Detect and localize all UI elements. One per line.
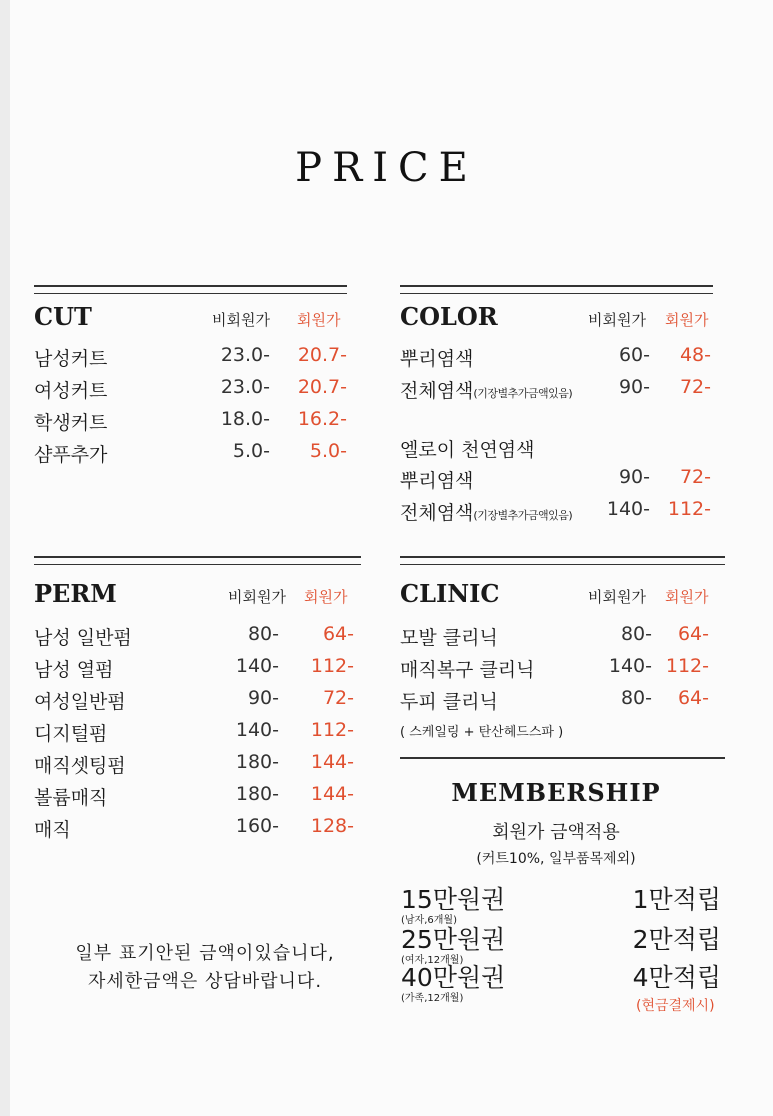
- tier-points: 2만적립: [632, 925, 721, 954]
- member-header: 회원가: [304, 588, 348, 606]
- item-name: 학생커트: [34, 412, 108, 434]
- price-row: [34, 376, 347, 408]
- page-title: PRICE: [295, 145, 478, 191]
- section-title: PERM: [34, 579, 117, 608]
- item-name: 여성일반펌: [34, 691, 126, 713]
- section-rule: [34, 285, 347, 294]
- member-price: 112-: [665, 655, 709, 677]
- member-price: 112-: [667, 498, 711, 520]
- price-row: [34, 440, 347, 472]
- item-name: 매직셋팅펌: [34, 755, 126, 777]
- non-member-price: 180-: [235, 751, 279, 773]
- non-member-price: 23.0-: [220, 376, 270, 398]
- tier-name: 40만원권: [401, 963, 506, 992]
- member-price: 64-: [677, 623, 709, 645]
- cut-section: [34, 285, 347, 472]
- tier-name: 25만원권: [401, 925, 506, 954]
- tier-detail: (가족,12개월): [401, 993, 464, 1004]
- price-row: [400, 687, 725, 719]
- non-member-price: 80-: [620, 687, 652, 709]
- member-price: 72-: [679, 376, 711, 398]
- non-member-header: 비회원가: [228, 588, 286, 606]
- non-member-price: 80-: [247, 623, 279, 645]
- section-rule: [34, 556, 361, 565]
- member-price: 5.0-: [309, 440, 347, 462]
- member-price: 112-: [310, 719, 354, 741]
- item-name: 전체염색(기장별추가금액있음): [400, 380, 573, 402]
- member-price: 112-: [310, 655, 354, 677]
- non-member-price: 140-: [606, 498, 650, 520]
- sub-section-title: 엘로이 천연염색: [400, 439, 535, 461]
- item-name: 남성 열펌: [34, 659, 114, 681]
- member-price: 64-: [677, 687, 709, 709]
- price-row: [34, 623, 361, 655]
- price-row: [400, 344, 713, 376]
- item-name: 남성 일반펌: [34, 627, 132, 649]
- price-row: [34, 719, 361, 751]
- non-member-price: 140-: [608, 655, 652, 677]
- member-price: 128-: [310, 815, 354, 837]
- price-row: [34, 687, 361, 719]
- price-row: [34, 655, 361, 687]
- section-header: [34, 579, 361, 615]
- member-price: 144-: [310, 751, 354, 773]
- member-price: 20.7-: [297, 376, 347, 398]
- item-name: 여성커트: [34, 380, 108, 402]
- price-row: [400, 466, 713, 498]
- tier-name: 15만원권: [401, 885, 506, 914]
- price-row: [34, 783, 361, 815]
- price-row: [400, 655, 725, 687]
- footer-note-line: 일부 표기안된 금액이있습니다,: [75, 943, 335, 964]
- tier-detail: (남자,6개월): [401, 915, 457, 926]
- color-section: [400, 285, 713, 530]
- section-header: [400, 302, 713, 338]
- perm-section: [34, 556, 361, 847]
- membership-rule: [400, 757, 725, 759]
- member-price: 16.2-: [297, 408, 347, 430]
- tier-points: 1만적립: [632, 885, 721, 914]
- item-name: 샴푸추가: [34, 444, 108, 466]
- non-member-price: 18.0-: [220, 408, 270, 430]
- non-member-header: 비회원가: [588, 311, 646, 329]
- membership-condition: (커트10%, 일부품목제외): [476, 851, 636, 867]
- clinic-note: ( 스케일링 + 탄산헤드스파 ): [400, 725, 564, 740]
- footer-note: [30, 940, 380, 996]
- item-name: 두피 클리닉: [400, 691, 498, 713]
- member-price: 20.7-: [297, 344, 347, 366]
- member-price: 64-: [322, 623, 354, 645]
- non-member-price: 60-: [618, 344, 650, 366]
- price-row: [400, 498, 713, 530]
- item-name: 매직복구 클리닉: [400, 659, 535, 681]
- item-name: 볼륨매직: [34, 787, 108, 809]
- non-member-price: 180-: [235, 783, 279, 805]
- member-header: 회원가: [665, 311, 709, 329]
- non-member-price: 160-: [235, 815, 279, 837]
- price-row: [34, 408, 347, 440]
- non-member-price: 80-: [620, 623, 652, 645]
- item-name: 모발 클리닉: [400, 627, 498, 649]
- clinic-section: [400, 556, 725, 740]
- non-member-price: 140-: [235, 655, 279, 677]
- section-rule: [400, 285, 713, 294]
- member-price: 48-: [679, 344, 711, 366]
- non-member-header: 비회원가: [588, 588, 646, 606]
- section-rule: [400, 556, 725, 565]
- cash-payment-note: (현금결제시): [636, 998, 715, 1014]
- price-row: [34, 344, 347, 376]
- price-row: [400, 376, 713, 408]
- non-member-price: 5.0-: [232, 440, 270, 462]
- price-row: [400, 623, 725, 655]
- item-name: 전체염색(기장별추가금액있음): [400, 502, 573, 524]
- section-header: [34, 302, 347, 338]
- item-name: 디지털펌: [34, 723, 108, 745]
- membership-title: MEMBERSHIP: [451, 778, 661, 807]
- section-title: CLINIC: [400, 579, 500, 608]
- tier-points: 4만적립: [632, 963, 721, 992]
- section-header: [400, 579, 725, 615]
- section-title: COLOR: [400, 302, 498, 331]
- item-name: 남성커트: [34, 348, 108, 370]
- non-member-price: 90-: [247, 687, 279, 709]
- non-member-header: 비회원가: [212, 311, 270, 329]
- section-title: CUT: [34, 302, 92, 331]
- footer-note-line: 자세한금액은 상담바랍니다.: [87, 971, 323, 992]
- non-member-price: 140-: [235, 719, 279, 741]
- item-name: 뿌리염색: [400, 348, 474, 370]
- item-name: 매직: [34, 819, 71, 841]
- membership-description: 회원가 금액적용: [492, 822, 620, 843]
- item-name: 뿌리염색: [400, 470, 474, 492]
- price-row: [34, 751, 361, 783]
- tier-detail: (여자,12개월): [401, 955, 464, 966]
- member-price: 144-: [310, 783, 354, 805]
- non-member-price: 23.0-: [220, 344, 270, 366]
- member-price: 72-: [322, 687, 354, 709]
- member-price: 72-: [679, 466, 711, 488]
- non-member-price: 90-: [618, 466, 650, 488]
- member-header: 회원가: [297, 311, 341, 329]
- member-header: 회원가: [665, 588, 709, 606]
- non-member-price: 90-: [618, 376, 650, 398]
- price-row: [34, 815, 361, 847]
